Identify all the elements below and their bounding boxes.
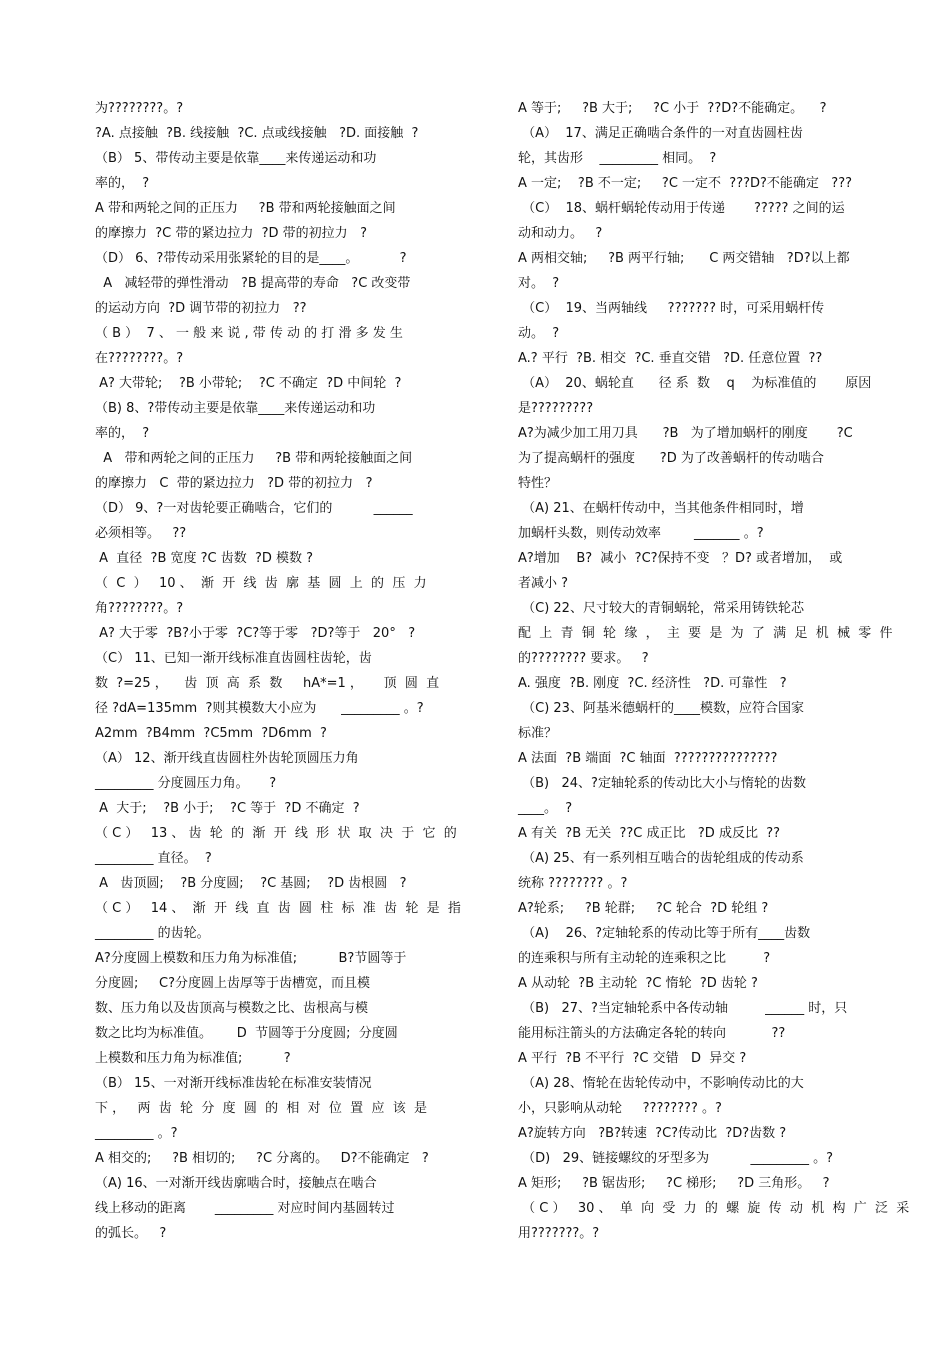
text-line: A 减轻带的弹性滑动 ?B 提高带的寿命 ?C 改变带 [95,276,411,291]
text-line: （ C ） 10 、 渐 开 线 齿 廓 基 圆 上 的 压 力 [95,576,427,591]
text-line: 线上移动的距离 _________ 对应时间内基圆转过 [95,1201,395,1216]
text-line: A 带和两轮之间的正压力 ?B 带和两轮接触面之间 [95,201,396,216]
text-line: （A) 26、?定轴轮系的传动比等于所有____齿数 [518,926,811,941]
text-line: （A） 12、渐开线直齿圆柱外齿轮顶圆压力角 [95,751,359,766]
text-line: （A) 16、一对渐开线齿廓啮合时，接触点在啮合 [95,1176,377,1191]
text-line: （B) 8、?带传动主要是依靠____来传递运动和功 [95,401,376,416]
text-line: 者减小 ? [518,576,569,591]
text-line: 的摩擦力 ?C 带的紧边拉力 ?D 带的初拉力 ? [95,226,367,241]
text-line: （B) 24、?定轴轮系的传动比大小与惰轮的齿数 [518,776,806,791]
text-line: A. 强度 ?B. 刚度 ?C. 经济性 ?D. 可靠性 ? [518,676,787,691]
left-column [95,96,461,1246]
text-line: A?分度圆上模数和压力角为标准值; B?节圆等于 [95,951,407,966]
text-line: （B) 27、?当定轴轮系中各传动轴 ______ 时，只 [518,1001,848,1016]
text-line: A? 大于零 ?B?小于零 ?C?等于零 ?D?等于 20° ? [95,626,416,641]
text-line: 的弧长。 ? [95,1226,167,1241]
text-line: _________ 。? [95,1126,178,1141]
text-line: 下 ， 两 齿 轮 分 度 圆 的 相 对 位 置 应 该 是 [95,1101,427,1116]
text-line: （C) 23、阿基米德蜗杆的____模数，应符合国家 [518,701,804,716]
text-line: A 从动轮 ?B 主动轮 ?C 惰轮 ?D 齿轮 ? [518,976,758,991]
text-line: （ C ） 30 、 单 向 受 力 的 螺 旋 传 动 机 构 广 泛 采 [518,1201,910,1216]
text-line: （A) 28、惰轮在齿轮传动中，不影响传动比的大 [518,1076,804,1091]
text-line: _________ 的齿轮。 [95,926,210,941]
text-line: （C） 11、已知一渐开线标准直齿圆柱齿轮，齿 [95,651,372,666]
text-line: 小，只影响从动轮 ???????? 。? [518,1101,722,1116]
text-line: 配 上 青 铜 轮 缘 ， 主 要 是 为 了 满 足 机 械 零 件 [518,626,893,641]
text-line: 加蜗杆头数，则传动效率 _______ 。? [518,526,764,541]
text-line: A 两相交轴; ?B 两平行轴; C 两交错轴 ?D?以上都 [518,251,850,266]
text-line: （A) 21、在蜗杆传动中，当其他条件相同时，增 [518,501,804,516]
text-line: A2mm ?B4mm ?C5mm ?D6mm ? [95,726,327,741]
text-line: A 等于; ?B 大于; ?C 小于 ??D?不能确定。 ? [518,101,827,116]
text-line: 的运动方向 ?D 调节带的初拉力 ?? [95,301,307,316]
text-line: 径 ?dA=135mm ?则其模数大小应为 _________ 。? [95,701,424,716]
text-line: （A） 20、蜗轮直 径 系 数 q 为标准值的 原因 [518,376,872,391]
text-line: 特性？ [518,476,558,491]
text-line: 角????????。? [95,601,184,616]
text-line: A.? 平行 ?B. 相交 ?C. 垂直交错 ?D. 任意位置 ?? [518,351,823,366]
text-line: （C） 19、当两轴线 ??????? 时，可采用蜗杆传 [518,301,825,316]
text-line: _________ 直径。 ? [95,851,212,866]
text-line: A 平行 ?B 不平行 ?C 交错 D 异交 ? [518,1051,747,1066]
text-line: A?轮系; ?B 轮群; ?C 轮合 ?D 轮组 ? [518,901,769,916]
text-line: 率的， ? [95,176,150,191]
text-line: 为了提高蜗杆的强度 ?D 为了改善蜗杆的传动啮合 [518,451,824,466]
text-line: 数之比均为标准值。 D 节圆等于分度圆; 分度圆 [95,1026,398,1041]
text-line: 轮，其齿形 _________ 相同。 ? [518,151,717,166]
text-line: 的摩擦力 C 带的紧边拉力 ?D 带的初拉力 ? [95,476,373,491]
text-line: A?旋转方向 ?B?转速 ?C?传动比 ?D?齿数 ? [518,1126,787,1141]
text-line: A 直径 ?B 宽度 ?C 齿数 ?D 模数 ? [95,551,314,566]
text-line: 的???????? 要求。 ? [518,651,649,666]
text-line: 数 ?=25 ， 齿 顶 高 系 数 hA*=1 ， 顶 圆 直 [95,676,440,691]
text-line: 动。 ? [518,326,560,341]
text-line: A? 大带轮; ?B 小带轮; ?C 不确定 ?D 中间轮 ? [95,376,402,391]
text-line: A 法面 ?B 端面 ?C 轴面 ??????????????? [518,751,778,766]
text-line: （D） 9、?一对齿轮要正确啮合，它们的 ______ [95,501,413,516]
text-line: A 矩形; ?B 锯齿形; ?C 梯形; ?D 三角形。 ? [518,1176,830,1191]
text-line: （A） 17、满足正确啮合条件的一对直齿圆柱齿 [518,126,803,141]
text-line: 在????????。? [95,351,184,366]
text-line: 统称 ???????? 。? [518,876,628,891]
text-line: （B） 15、一对渐开线标准齿轮在标准安装情况 [95,1076,372,1091]
text-line: 为????????。? [95,101,184,116]
text-line: （ B ） 7 、 一 般 来 说 , 带 传 动 的 打 滑 多 发 生 [95,326,403,341]
text-line: A 齿顶圆; ?B 分度圆; ?C 基圆; ?D 齿根圆 ? [95,876,407,891]
text-line: （D） 6、?带传动采用张紧轮的目的是____。 ? [95,251,407,266]
text-line: （ C ） 14 、 渐 开 线 直 齿 圆 柱 标 准 齿 轮 是 指 [95,901,461,916]
text-line: 必须相等。 ?? [95,526,187,541]
text-line: （A) 25、有一系列相互啮合的齿轮组成的传动系 [518,851,804,866]
text-line: A 带和两轮之间的正压力 ?B 带和两轮接触面之间 [95,451,413,466]
text-line: 率的， ? [95,426,150,441]
text-line: ?A. 点接触 ?B. 线接触 ?C. 点或线接触 ?D. 面接触 ? [95,126,419,141]
text-line: 能用标注箭头的方法确定各轮的转向 ?? [518,1026,786,1041]
text-line: A 相交的; ?B 相切的; ?C 分离的。 D?不能确定 ? [95,1151,429,1166]
text-line: A?增加 B? 减小 ?C?保持不变 ？D? 或者增加， 或 [518,551,843,566]
text-line: _________ 分度圆压力角。 ? [95,776,277,791]
text-line: 数、压力角以及齿顶高与模数之比、齿根高与模 [95,1001,369,1016]
text-line: （ C ） 13 、 齿 轮 的 渐 开 线 形 状 取 决 于 它 的 [95,826,457,841]
text-line: （C） 18、蜗杆蜗轮传动用于传递 ????? 之间的运 [518,201,845,216]
text-line: 对。 ? [518,276,560,291]
text-line: 标准？ [518,726,558,741]
text-line: 用???????。? [518,1226,600,1241]
text-line: 分度圆; C?分度圆上齿厚等于齿槽宽，而且模 [95,976,371,991]
text-line: 的连乘积与所有主动轮的连乘积之比 ? [518,951,771,966]
text-line: A?为减少加工用刀具 ?B 为了增加蜗杆的刚度 ?C [518,426,853,441]
text-line: A 有关 ?B 无关 ??C 成正比 ?D 成反比 ?? [518,826,781,841]
right-column [518,96,910,1246]
text-line: 动和动力。 ? [518,226,603,241]
text-line: （C) 22、尺寸较大的青铜蜗轮，常采用铸铁轮芯 [518,601,804,616]
text-line: （D) 29、链接螺纹的牙型多为 _________ 。? [518,1151,834,1166]
text-line: A 大于; ?B 小于; ?C 等于 ?D 不确定 ? [95,801,360,816]
text-line: 是????????? [518,401,594,416]
text-line: 上模数和压力角为标准值; ? [95,1051,291,1066]
text-line: A 一定; ?B 不一定; ?C 一定不 ???D?不能确定 ??? [518,176,853,191]
text-line: ____。 ? [518,801,573,816]
text-line: （B） 5、带传动主要是依靠____来传递运动和功 [95,151,377,166]
